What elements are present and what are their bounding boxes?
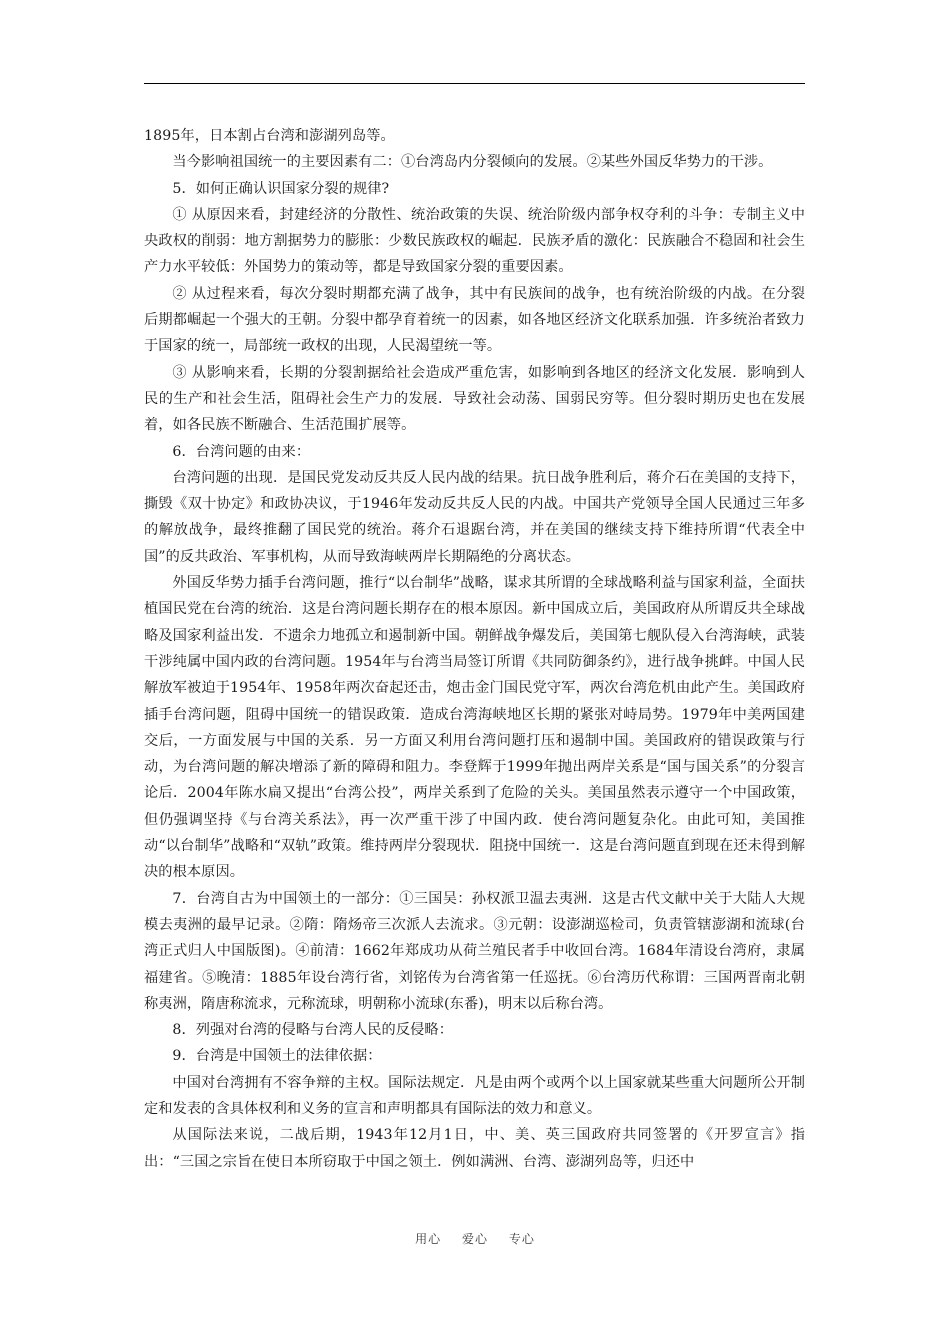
paragraph-foreign-interference: 外国反华势力插手台湾问题，推行“以台制华”战略，谋求其所谓的全球战略利益与国家利益，全面扶植国民党在台湾的统治．这是台湾问题长期存在的根本原因。新中国成立后，美国政府从所谓反共全球战略及国家利益出发．不遗余力地孤立和遏制新中国。朝鲜战争爆发后，美国第七舰队侵入台湾海峡，武装干涉纯属中国内政的台湾问题。1954年与台湾当局签订所谓《共同防御条约》，进行战争挑衅。中国人民解放军被迫于1954年、1958年两次奋起还击，炮击金门国民党守军，两次台湾危机由此产生。美国政府插手台湾问题，阻碍中国统一的错误政策．造成台湾海峡地区长期的紧张对峙局势。1979年中美两国建交后，一方面发展与中国的关系．另一方面又利用台湾问题打压和遏制中国。美国政府的错误政策与行动，为台湾问题的解决增添了新的障碍和阻力。李登辉于1999年抛出两岸关系是“国与国关系”的分裂言论后．2004年陈水扁又提出“台湾公投”，两岸关系到了危险的关头。美国虽然表示遵守一个中国政策，但仍强调坚持《与台湾关系法》，再一次严重干涉了中国内政．使台湾问题复杂化。由此可知，美国推动“以台制华”战略和“双轨”政策。维持两岸分裂现状．阻挠中国统一．这是台湾问题直到现在还未得到解决的根本原因。 xyxy=(144,575,805,881)
paragraph-impact: ③ 从影响来看，长期的分裂割据给社会造成严重危害，如影响到各地区的经济文化发展．影响到人民的生产和社会生活，阻碍社会生产力的发展．导致社会动荡、国弱民穷等。但分裂时期历史也在发展着，如各民族不断融合、生活范围扩展等。 xyxy=(144,364,805,434)
heading-q8: 8．列强对台湾的侵略与台湾人民的反侵略： xyxy=(172,1022,453,1039)
heading-q5: 5．如何正确认识国家分裂的规律? xyxy=(172,180,390,197)
footer-word: 用心 xyxy=(415,1232,442,1246)
paragraph-reunification-factors: 当今影响祖国统一的主要因素有二：①台湾岛内分裂倾向的发展。②某些外国反华势力的干涉。 xyxy=(172,154,773,171)
page-footer xyxy=(0,1230,950,1247)
document-body xyxy=(144,123,805,1175)
paragraph-process: ② 从过程来看，每次分裂时期都充满了战争，其中有民族间的战争，也有统治阶级的内战。在分裂后期都崛起一个强大的王朝。分裂中都孕育着统一的因素，如各地区经济文化联系加强．许多统治者致力于国家的统一，局部统一政权的出现，人民渴望统一等。 xyxy=(144,285,805,355)
paragraph-continuation: 1895年，日本割占台湾和澎湖列岛等。 xyxy=(144,128,395,144)
paragraph-cairo-declaration: 从国际法来说，二战后期，1943年12月1日，中、美、英三国政府共同签署的《开罗宣言》指出：“三国之宗旨在使日本所窃取于中国之领土．例如满洲、台湾、澎湖列岛等，归还中 xyxy=(144,1127,805,1170)
paragraph-q7-history: 7．台湾自古为中国领土的一部分：①三国吴：孙权派卫温去夷洲．这是古代文献中关于大陆人大规模去夷洲的最早记录。②隋：隋炀帝三次派人去流求。③元朝：设澎湖巡检司，负责管辖澎湖和流球(台湾正式归人中国版图)。④前清：1662年郑成功从荷兰殖民者手中收回台湾。1684年清设台湾府，隶属福建省。⑤晚清：1885年设台湾行省，刘铭传为台湾省第一任巡抚。⑥台湾历代称谓：三国两晋南北朝称夷洲，隋唐称流求，元称流球，明朝称小流球(东番)，明末以后称台湾。 xyxy=(144,890,805,1012)
paragraph-origin: 台湾问题的出现．是国民党发动反共反人民内战的结果。抗日战争胜利后，蒋介石在美国的支持下，撕毁《双十协定》和政协决议，于1946年发动反共反人民的内战。中国共产党领导全国人民通过三年多的解放战争，最终推翻了国民党的统治。蒋介石退踞台湾，并在美国的继续支持下维持所谓“代表全中国”的反共政治、军事机构，从而导致海峡两岸长期隔绝的分离状态。 xyxy=(144,469,805,565)
paragraph-causes: ① 从原因来看，封建经济的分散性、统治政策的失误、统治阶级内部争权夺利的斗争：专制主义中央政权的削弱：地方割据势力的膨胀：少数民族政权的崛起．民族矛盾的激化：民族融合不稳固和社会生产力水平较低：外国势力的策动等，都是导致国家分裂的重要因素。 xyxy=(144,206,805,276)
footer-word: 专心 xyxy=(508,1232,535,1246)
heading-q9: 9．台湾是中国领土的法律依据： xyxy=(172,1048,382,1065)
paragraph-sovereignty: 中国对台湾拥有不容争辩的主权。国际法规定．凡是由两个或两个以上国家就某些重大问题所公开制定和发表的含具体权利和义务的宣言和声明都具有国际法的效力和意义。 xyxy=(144,1074,805,1117)
header-rule xyxy=(144,83,805,84)
footer-word: 爱心 xyxy=(461,1232,488,1246)
heading-q6: 6．台湾问题的由来： xyxy=(172,443,311,460)
